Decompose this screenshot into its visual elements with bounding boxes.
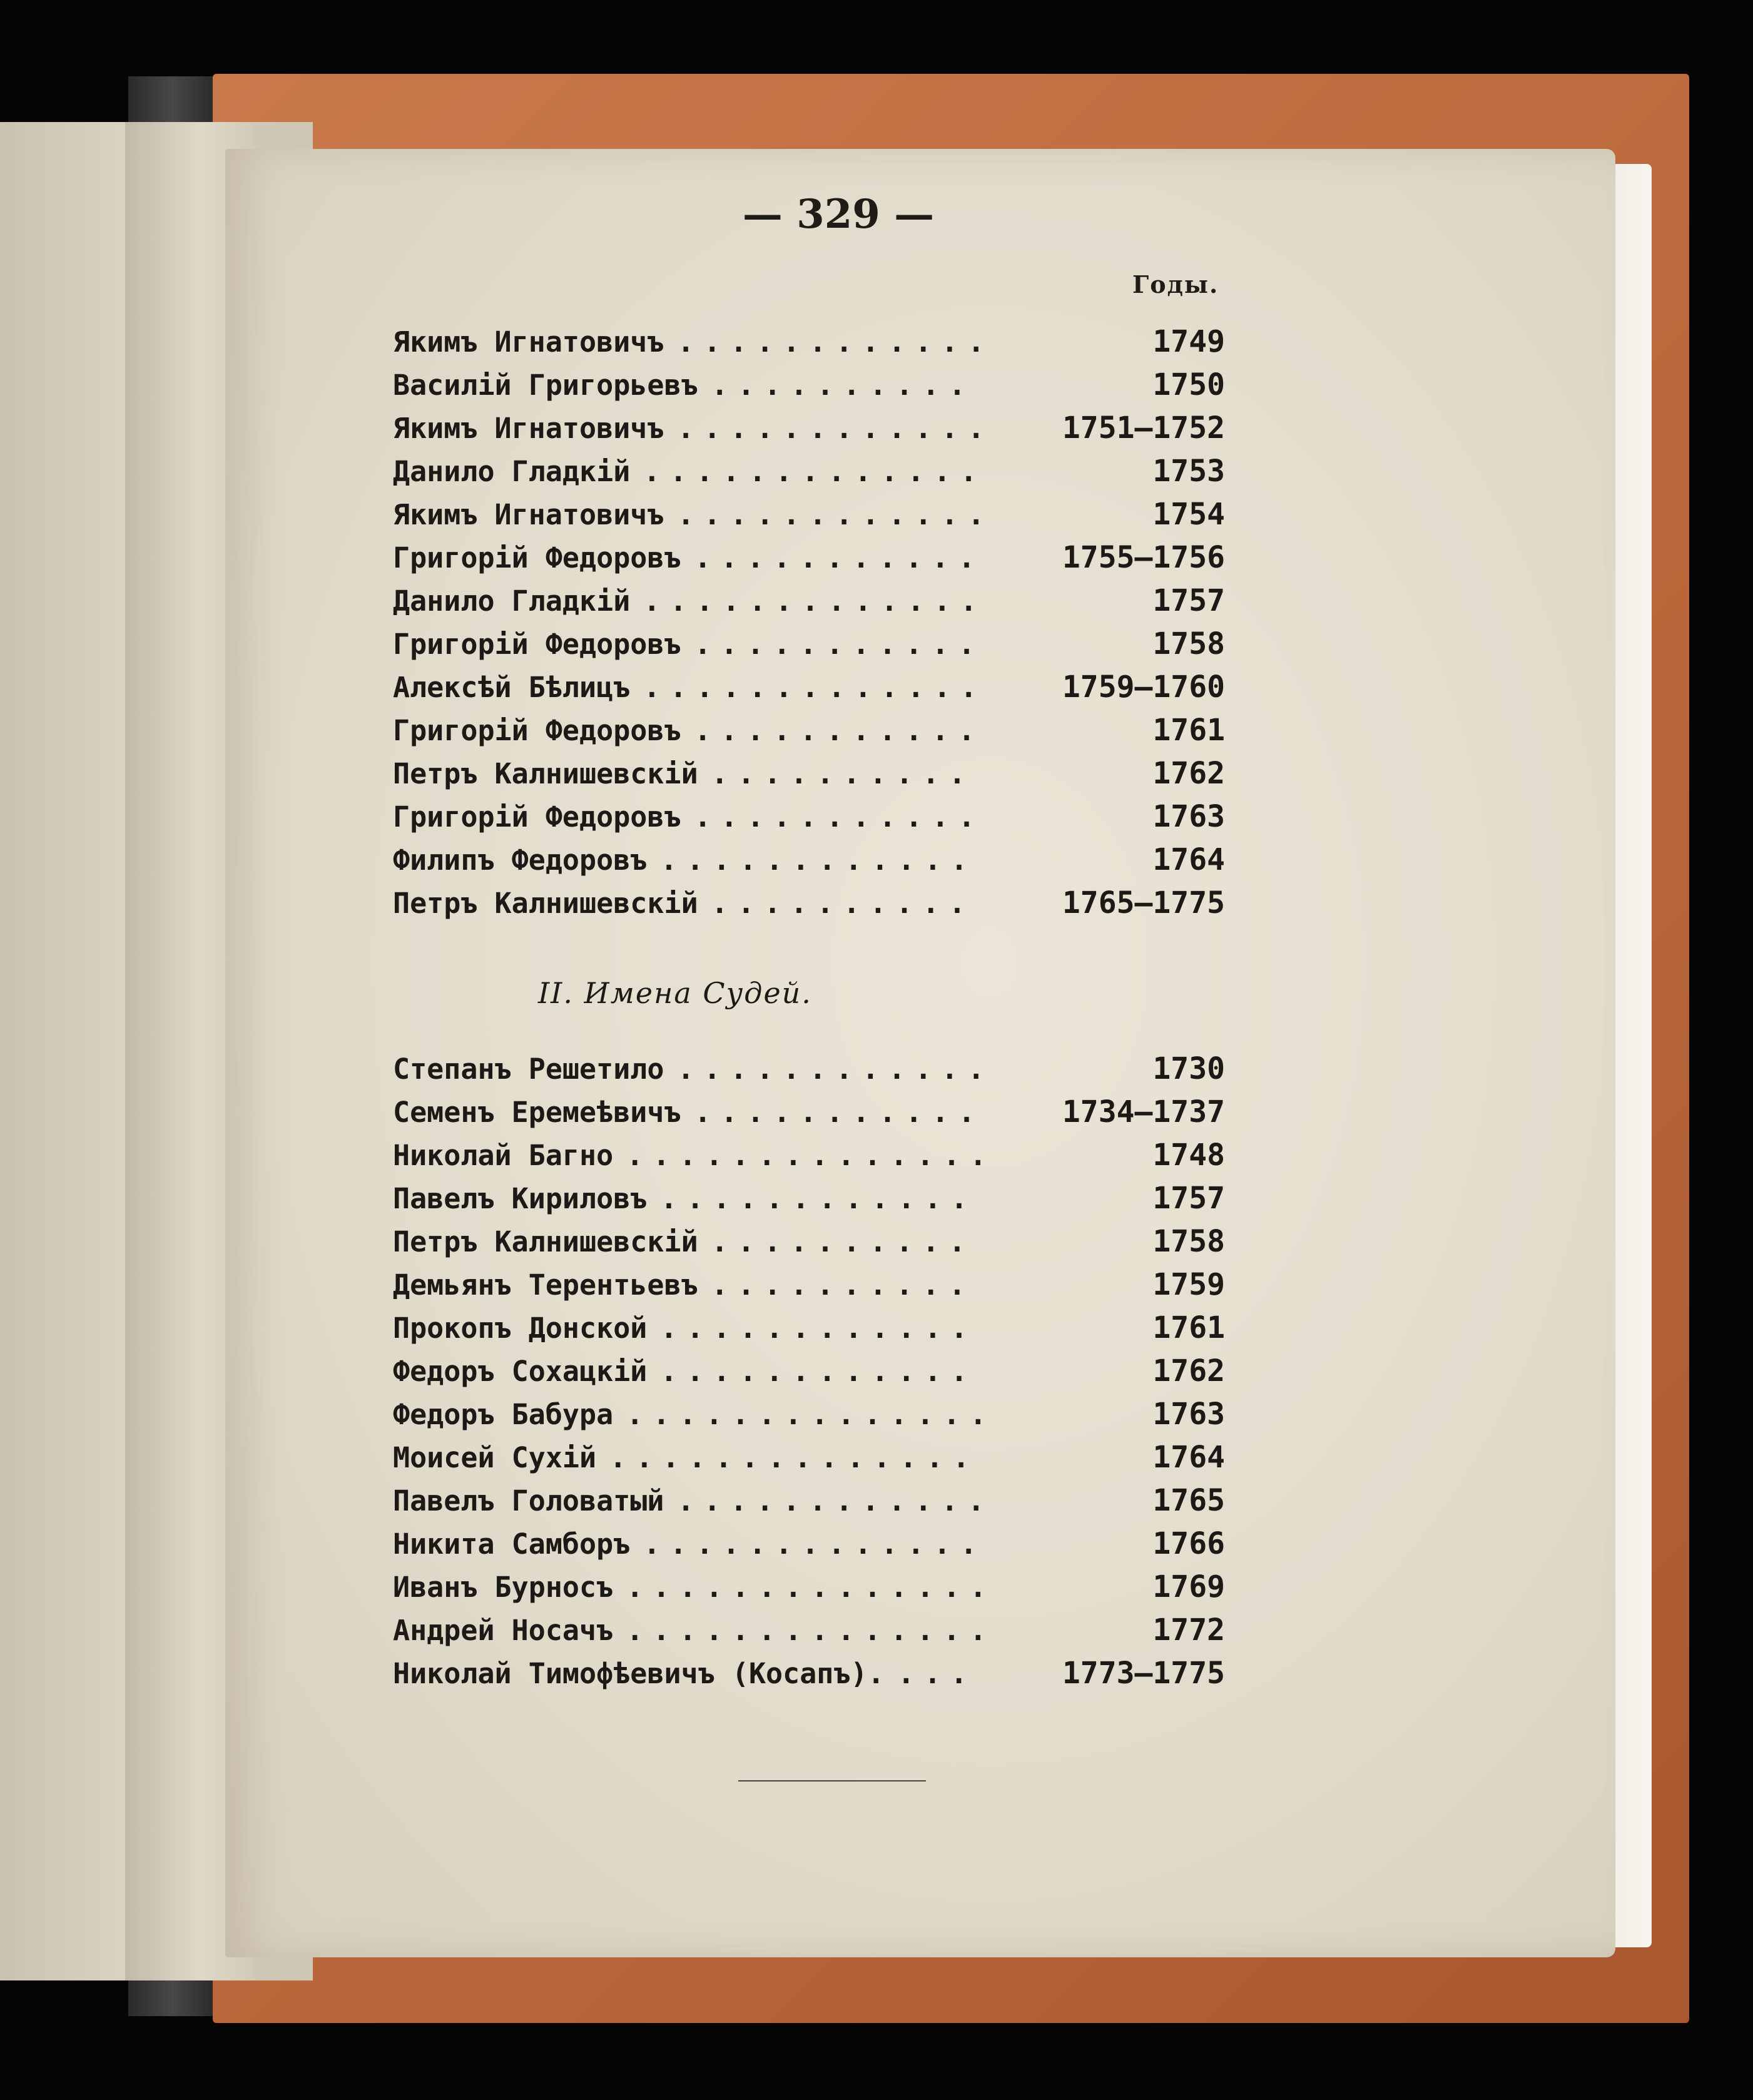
entry-year: 1761 bbox=[1152, 1310, 1225, 1345]
entry-year: 1730 bbox=[1152, 1051, 1225, 1086]
entry-year: 1758 bbox=[1152, 1224, 1225, 1259]
entry-year: 1759—1760 bbox=[1062, 670, 1225, 705]
list-row bbox=[393, 454, 1225, 497]
entry-name: Павелъ Головатый . . . bbox=[393, 1484, 981, 1517]
list-row bbox=[393, 1569, 1225, 1613]
entry-name: Прокопъ Донской . . . bbox=[393, 1312, 981, 1345]
entry-name: Никита Самборъ . . . bbox=[393, 1527, 981, 1561]
entry-name: Федоръ Сохацкій . . . bbox=[393, 1355, 981, 1388]
list-row bbox=[393, 1656, 1225, 1699]
list-judges bbox=[393, 1051, 1225, 1699]
entry-name: Петръ Калнишевскій . . . bbox=[393, 1225, 981, 1258]
entry-year: 1757 bbox=[1152, 583, 1225, 618]
list-row bbox=[393, 1483, 1225, 1526]
entry-year: 1749 bbox=[1152, 324, 1225, 359]
list-row bbox=[393, 1267, 1225, 1310]
entry-name: Филипъ Федоровъ . . . bbox=[393, 844, 981, 877]
page-number: — 329 — bbox=[742, 191, 935, 238]
entry-name: Семенъ Еремеѣвичъ . . . bbox=[393, 1096, 981, 1129]
entry-year: 1750 bbox=[1152, 367, 1225, 402]
entry-name: Алексѣй Бѣлицъ . . . bbox=[393, 671, 981, 704]
entry-name: Данило Гладкій . . . bbox=[393, 584, 981, 618]
entry-year: 1751—1752 bbox=[1062, 410, 1225, 446]
list-row bbox=[393, 1138, 1225, 1181]
list-row bbox=[393, 756, 1225, 799]
list-row bbox=[393, 1051, 1225, 1094]
list-row bbox=[393, 1613, 1225, 1656]
list-row bbox=[393, 1440, 1225, 1483]
entry-year: 1761 bbox=[1152, 713, 1225, 748]
entry-name: Федоръ Бабура . . . bbox=[393, 1398, 981, 1431]
entry-name: Данило Гладкій . . . bbox=[393, 455, 981, 488]
entry-year: 1748 bbox=[1152, 1138, 1225, 1173]
entry-name: Николай Багно . . . bbox=[393, 1139, 981, 1172]
entry-name: Якимъ Игнатовичъ . . . bbox=[393, 498, 981, 531]
entry-year: 1763 bbox=[1152, 1397, 1225, 1432]
entry-year: 1755—1756 bbox=[1062, 540, 1225, 575]
section-heading-judges: II. Имена Судей. bbox=[538, 976, 812, 1010]
entry-year: 1734—1737 bbox=[1062, 1094, 1225, 1129]
list-row bbox=[393, 324, 1225, 367]
entry-name: Моисей Сухій . . . bbox=[393, 1441, 981, 1474]
entry-year: 1773—1775 bbox=[1062, 1656, 1225, 1691]
entry-year: 1765—1775 bbox=[1062, 885, 1225, 920]
entry-name: Якимъ Игнатовичъ . . . bbox=[393, 325, 981, 359]
list-row bbox=[393, 842, 1225, 885]
list-row bbox=[393, 713, 1225, 756]
entry-year: 1769 bbox=[1152, 1569, 1225, 1604]
list-row bbox=[393, 885, 1225, 929]
list-row bbox=[393, 410, 1225, 454]
list-row bbox=[393, 1094, 1225, 1138]
list-row bbox=[393, 540, 1225, 583]
entry-name: Петръ Калнишевскій . . . bbox=[393, 757, 981, 790]
entry-name: Иванъ Бурносъ . . . bbox=[393, 1571, 981, 1604]
entry-year: 1766 bbox=[1152, 1526, 1225, 1561]
list-row bbox=[393, 1181, 1225, 1224]
entry-name: Григорій Федоровъ . . . bbox=[393, 541, 981, 574]
list-first bbox=[393, 324, 1225, 929]
entry-year: 1762 bbox=[1152, 756, 1225, 791]
entry-name: Павелъ Кириловъ . . . bbox=[393, 1182, 981, 1215]
list-row bbox=[393, 1310, 1225, 1353]
list-row bbox=[393, 799, 1225, 842]
list-row bbox=[393, 367, 1225, 410]
entry-name: Демьянъ Терентьевъ . . . bbox=[393, 1268, 981, 1302]
entry-year: 1764 bbox=[1152, 1440, 1225, 1475]
entry-year: 1759 bbox=[1152, 1267, 1225, 1302]
entry-name: Василій Григорьевъ . . . bbox=[393, 369, 981, 402]
entry-year: 1757 bbox=[1152, 1181, 1225, 1216]
entry-year: 1753 bbox=[1152, 454, 1225, 489]
entry-name: Петръ Калнишевскій . . . bbox=[393, 887, 981, 920]
entry-year: 1772 bbox=[1152, 1613, 1225, 1648]
list-row bbox=[393, 1224, 1225, 1267]
closing-rule bbox=[738, 1780, 926, 1781]
entry-name: Андрей Носачъ . . . bbox=[393, 1614, 981, 1647]
entry-year: 1763 bbox=[1152, 799, 1225, 834]
entry-year: 1765 bbox=[1152, 1483, 1225, 1518]
list-row bbox=[393, 1353, 1225, 1397]
list-row bbox=[393, 497, 1225, 540]
entry-year: 1762 bbox=[1152, 1353, 1225, 1389]
list-row bbox=[393, 1397, 1225, 1440]
entry-name: Якимъ Игнатовичъ . . . bbox=[393, 412, 981, 445]
entry-year: 1754 bbox=[1152, 497, 1225, 532]
entry-name: Николай Тимофѣевичъ (Косапъ). . . . bbox=[393, 1657, 981, 1690]
years-column-header: Годы. bbox=[1132, 270, 1219, 298]
entry-name: Григорій Федоровъ . . . bbox=[393, 628, 981, 661]
entry-name: Григорій Федоровъ . . . bbox=[393, 714, 981, 747]
entry-name: Григорій Федоровъ . . . bbox=[393, 800, 981, 833]
list-row bbox=[393, 670, 1225, 713]
list-row bbox=[393, 626, 1225, 670]
list-row bbox=[393, 1526, 1225, 1569]
list-row bbox=[393, 583, 1225, 626]
entry-year: 1758 bbox=[1152, 626, 1225, 661]
entry-name: Степанъ Решетило . . . bbox=[393, 1053, 981, 1086]
entry-year: 1764 bbox=[1152, 842, 1225, 877]
